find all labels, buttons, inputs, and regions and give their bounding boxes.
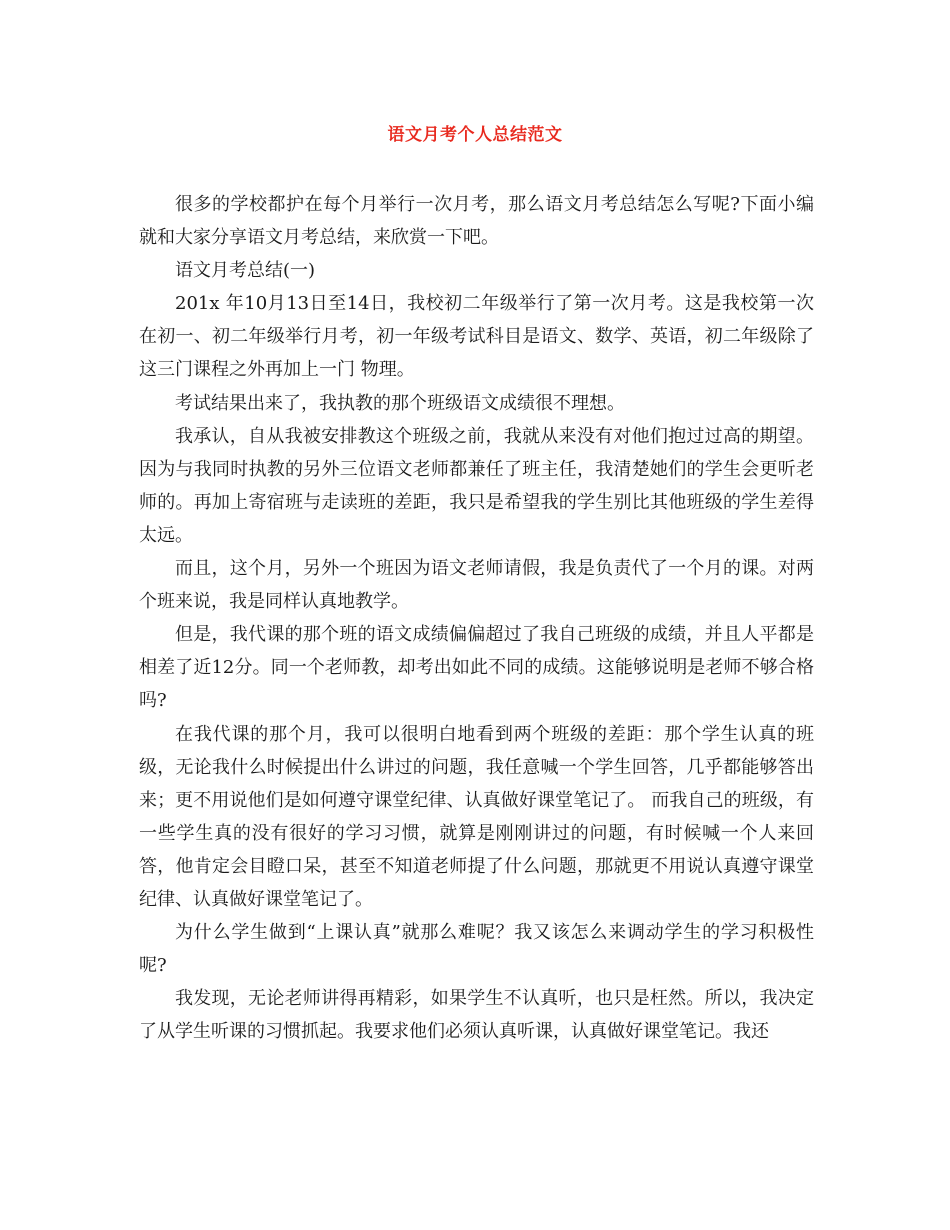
paragraph: 在我代课的那个月，我可以很明白地看到两个班级的差距：那个学生认真的班级，无论我什么时候提出什么讲过的问题，我任意喊一个学生回答，几乎都能够答出来；更不用说他们是如何遵守课堂纪律、认真做好课堂笔记了。 而我自己的班级，有一些学生真的没有很好的学习习惯，就算是刚刚讲过的问题，有时候喊一个人来回答，他肯定会目瞪口呆，甚至不知道老师提了什么问题，那就更不用说认真遵守课堂纪律、认真做好课堂笔记了。 [139,723,814,910]
paragraph: 但是，我代课的那个班的语文成绩偏偏超过了我自己班级的成绩，并且人平都是相差了近12分。同一个老师教，却考出如此不同的成绩。这能够说明是老师不够合格吗? [139,624,814,712]
paragraph: 考试结果出来了，我执教的那个班级语文成绩很不理想。 [175,392,625,414]
paragraph: 201x 年10月13日至14日，我校初二年级举行了第一次月考。这是我校第一次在初一、初二年级举行月考，初一年级考试科目是语文、数学、英语，初二年级除了这三门课程之外再加上一门 物理。 [139,293,814,381]
paragraph: 而且，这个月，另外一个班因为语文老师请假，我是负责代了一个月的课。对两个班来说，我是同样认真地教学。 [139,558,814,613]
paragraph: 我承认，自从我被安排教这个班级之前，我就从来没有对他们抱过过高的期望。因为与我同时执教的另外三位语文老师都兼任了班主任，我清楚她们的学生会更听老师的。再加上寄宿班与走读班的差距，我只是希望我的学生别比其他班级的学生差得太远。 [139,425,814,546]
paragraph-intro: 很多的学校都护在每个月举行一次月考，那么语文月考总结怎么写呢?下面小编就和大家分享语文月考总结，来欣赏一下吧。 [139,194,814,249]
document-body [139,188,814,1048]
document-title: 语文月考个人总结范文 [387,125,563,145]
paragraph: 为什么学生做到“上课认真”就那么难呢？我又该怎么来调动学生的学习积极性呢? [139,922,814,977]
paragraph: 我发现，无论老师讲得再精彩，如果学生不认真听，也只是枉然。所以，我决定了从学生听课的习惯抓起。我要求他们必须认真听课，认真做好课堂笔记。我还 [139,988,814,1043]
section-heading: 语文月考总结(一) [175,260,316,282]
